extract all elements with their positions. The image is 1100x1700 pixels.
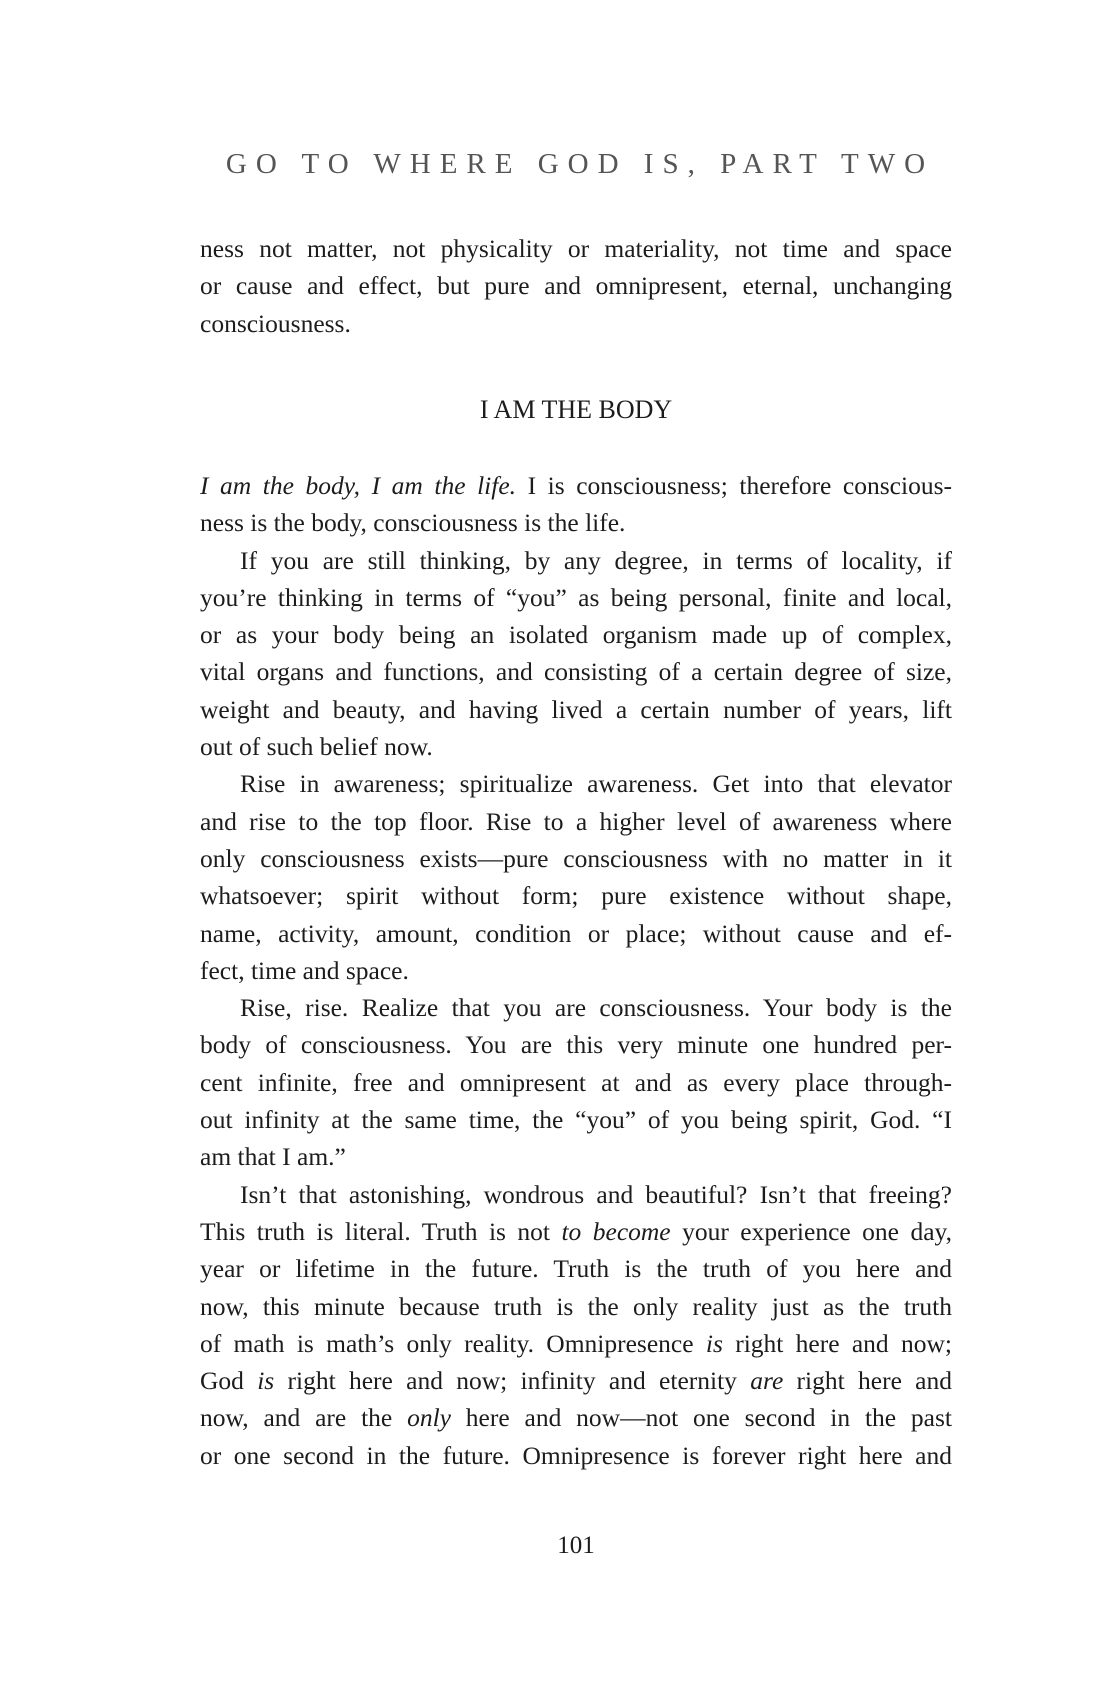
paragraph-first-line: Isn’t that astonishing, wondrous and beautiful? Isn’t that freeing? [240, 1179, 952, 1209]
text-line [200, 1213, 952, 1250]
text-line [200, 467, 952, 504]
text-line: weight and beauty, and having lived a certain number of years, lift [200, 694, 952, 724]
text-line: vital organs and functions, and consisting of a certain degree of size, [200, 657, 952, 687]
text-line: am that I am.” [200, 1142, 346, 1172]
italic-phrase: is [257, 1366, 275, 1396]
text-line: out of such belief now. [200, 732, 433, 762]
text-line: ness not matter, not physicality or materiality, not time and space [200, 234, 952, 263]
page-number: 101 [557, 1532, 595, 1559]
continuation-paragraph [200, 230, 952, 342]
text-line: year or lifetime in the future. Truth is the truth of you here and [200, 1254, 952, 1284]
text-line: or as your body being an isolated organism made up of complex, [200, 620, 952, 650]
italic-phrase: to become [561, 1216, 671, 1246]
text-line: and rise to the top floor. Rise to a higher level of awareness where [200, 806, 952, 836]
italic-phrase: only [407, 1403, 451, 1433]
text-line: fect, time and space. [200, 955, 409, 985]
text-line: body of consciousness. You are this very minute one hundred per- [200, 1030, 952, 1060]
italic-phrase: are [750, 1366, 784, 1396]
text-line: whatsoever; spirit without form; pure existence without shape, [200, 881, 952, 911]
text-line: name, activity, amount, condition or place; without cause and ef- [200, 918, 952, 948]
text-line [200, 1399, 952, 1436]
paragraph-first-line: If you are still thinking, by any degree, in terms of locality, if [240, 545, 952, 575]
text-run: now, and are the [200, 1403, 408, 1433]
italic-phrase: I am the body, I am the life. [200, 471, 517, 500]
text-line: you’re thinking in terms of “you” as being personal, finite and local, [200, 582, 952, 612]
body-text [200, 467, 952, 1474]
text-run: I is consciousness; therefore conscious- [516, 471, 952, 500]
text-line: ness is the body, consciousness is the life. [200, 508, 626, 538]
text-line: or cause and effect, but pure and omnipresent, eternal, unchanging [200, 271, 952, 301]
text-line [200, 1325, 952, 1362]
text-line: cent infinite, free and omnipresent at and as every place through- [200, 1067, 952, 1097]
text-run: God [200, 1366, 258, 1396]
text-run: This truth is literal. Truth is not [200, 1216, 562, 1246]
text-line: consciousness. [200, 308, 351, 338]
text-run: right here and now; infinity and eternity [274, 1366, 751, 1396]
text-run: your experience one day, [670, 1216, 952, 1246]
text-run: right here and [783, 1366, 953, 1396]
paragraph-first-line: Rise in awareness; spiritualize awareness. Get into that elevator [240, 769, 952, 799]
text-line: only consciousness exists—pure consciousness with no matter in it [200, 843, 952, 873]
text-run: right here and now; [722, 1328, 952, 1358]
text-line: now, this minute because truth is the only reality just as the truth [200, 1291, 952, 1321]
section-heading: I AM THE BODY [479, 395, 673, 424]
paragraph-first-line: Rise, rise. Realize that you are consciousness. Your body is the [240, 993, 952, 1023]
text-run: of math is math’s only reality. Omnipresence [200, 1328, 706, 1358]
italic-phrase: is [705, 1328, 723, 1358]
text-line [200, 1362, 952, 1399]
text-run: here and now—not one second in the past [450, 1403, 953, 1433]
running-head: GO TO WHERE GOD IS, PART TWO [225, 148, 935, 180]
text-line: out infinity at the same time, the “you” of you being spirit, God. “I [200, 1105, 952, 1135]
text-line: or one second in the future. Omnipresence is forever right here and [200, 1440, 952, 1470]
